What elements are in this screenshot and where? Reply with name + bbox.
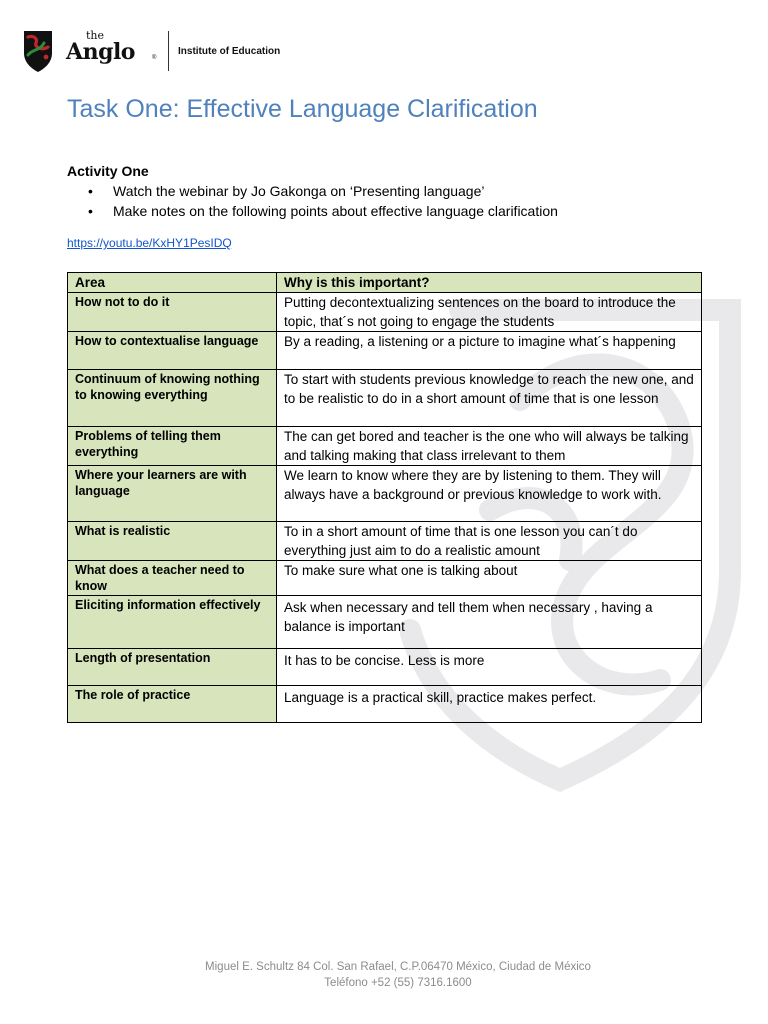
area-cell: What does a teacher need to know	[68, 561, 277, 596]
bullet-icon: •	[88, 203, 93, 219]
table-row	[68, 596, 702, 649]
institute-name: Institute of Education	[178, 45, 281, 57]
table-row	[68, 293, 702, 332]
why-cell: Putting decontextualizing sentences on the board to introduce the topic, that´s not going to engage the students	[277, 293, 702, 332]
page-title: Task One: Effective Language Clarification	[67, 95, 538, 123]
why-cell: Language is a practical skill, practice makes perfect.	[277, 686, 702, 723]
header-divider	[168, 31, 169, 71]
notes-table	[67, 272, 702, 723]
area-cell: The role of practice	[68, 686, 277, 723]
bullet-text: Watch the webinar by Jo Gakonga on ‘Presenting language’	[113, 183, 485, 199]
area-cell: What is realistic	[68, 522, 277, 561]
brand-logo	[60, 29, 156, 73]
table-row	[68, 370, 702, 427]
area-cell: Length of presentation	[68, 649, 277, 686]
why-cell: To make sure what one is talking about	[277, 561, 702, 596]
footer-address: Miguel E. Schultz 84 Col. San Rafael, C.P.06470 México, Ciudad de México	[205, 961, 591, 973]
table-row	[68, 686, 702, 723]
header	[22, 28, 280, 74]
why-cell: Ask when necessary and tell them when necessary , having a balance is important	[277, 596, 702, 649]
bullet-text: Make notes on the following points about effective language clarification	[113, 203, 558, 219]
activity-heading: Activity One	[67, 163, 149, 179]
webinar-link[interactable]: https://youtu.be/KxHY1PesIDQ	[67, 236, 232, 250]
column-header-why: Why is this important?	[277, 273, 702, 293]
crest-logo-icon	[22, 29, 54, 73]
brand-name: Anglo	[66, 39, 135, 65]
why-cell: We learn to know where they are by listening to them. They will always have a background or previous knowledge to work with.	[277, 466, 702, 522]
why-cell: By a reading, a listening or a picture to imagine what´s happening	[277, 332, 702, 370]
why-cell: It has to be concise. Less is more	[277, 649, 702, 686]
table-row	[68, 649, 702, 686]
why-cell: To in a short amount of time that is one lesson you can´t do everything just aim to do a realistic amount	[277, 522, 702, 561]
list-item	[88, 181, 558, 201]
table-row	[68, 332, 702, 370]
area-cell: How not to do it	[68, 293, 277, 332]
list-item	[88, 201, 558, 221]
table-row	[68, 561, 702, 596]
brand-mark: ®	[152, 55, 157, 61]
footer-phone: Teléfono +52 (55) 7316.1600	[324, 977, 472, 989]
area-cell: Continuum of knowing nothing to knowing everything	[68, 370, 277, 427]
brand-the: the	[86, 29, 105, 42]
column-header-area: Area	[68, 273, 277, 293]
area-cell: Eliciting information effectively	[68, 596, 277, 649]
area-cell: How to contextualise language	[68, 332, 277, 370]
why-cell: To start with students previous knowledge to reach the new one, and to be realistic to do in a short amount of time that is one lesson	[277, 370, 702, 427]
why-cell: The can get bored and teacher is the one who will always be talking and talking making that class irrelevant to them	[277, 427, 702, 466]
activity-bullets	[88, 181, 558, 221]
table-row	[68, 466, 702, 522]
area-cell: Problems of telling them everything	[68, 427, 277, 466]
bullet-icon: •	[88, 183, 93, 199]
table-row	[68, 427, 702, 466]
table-header-row	[68, 273, 702, 293]
area-cell: Where your learners are with language	[68, 466, 277, 522]
table-row	[68, 522, 702, 561]
